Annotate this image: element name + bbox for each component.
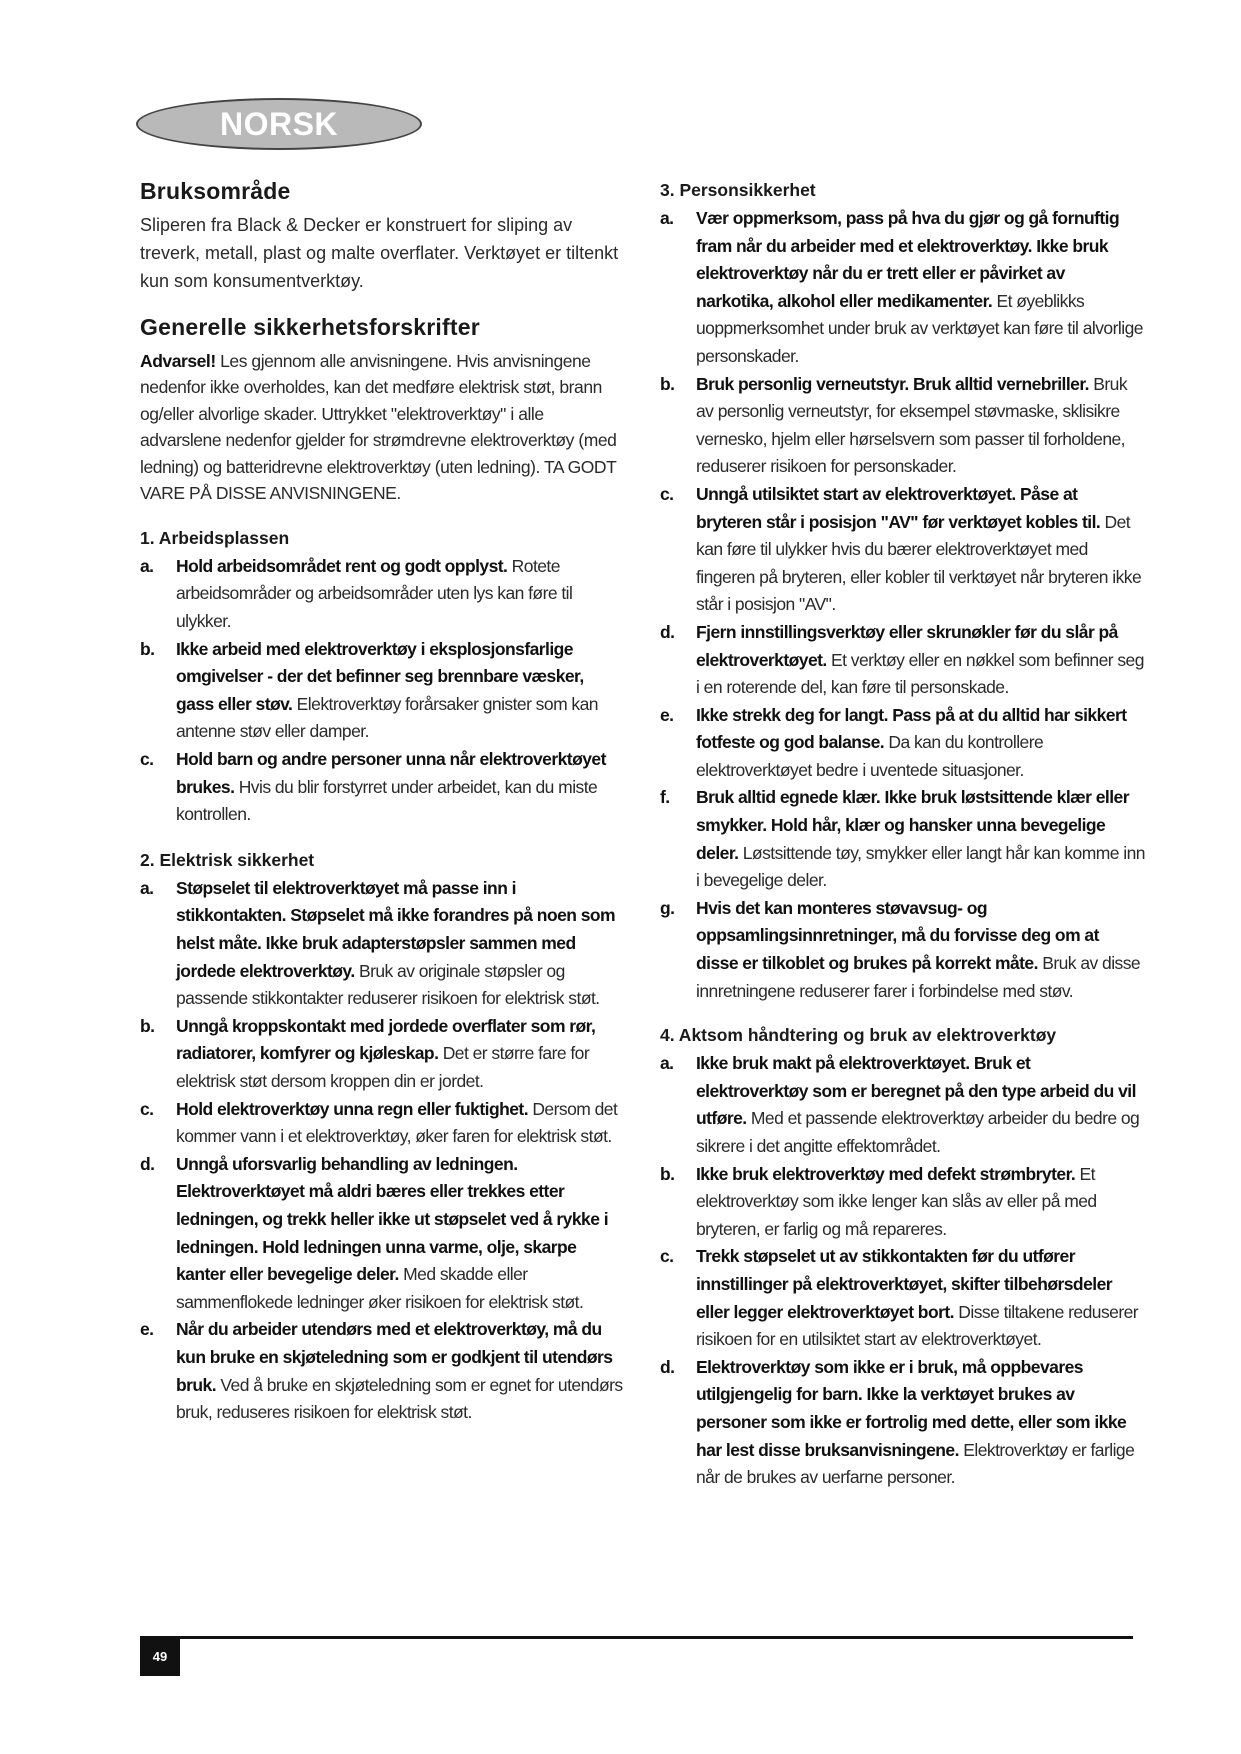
item-marker: c. (660, 483, 674, 504)
list-item (140, 1013, 625, 1096)
list-item (660, 1243, 1145, 1353)
item-bold-text: Hold barn og andre personer unna når elektroverktøyet brukes. (176, 749, 606, 797)
warning-text: Les gjennom alle anvisningene. Hvis anvisningene nedenfor ikke overholdes, kan det medføre elektrisk støt, brann og/eller alvorlige skader. Uttrykket "elektroverktøy" i alle advarslene nedenfor gjelder for strømdrevne elektroverktøy (med ledning) og batteridrevne elektroverktøy (uten ledning). TA GODT VARE PÅ DISSE ANVISNINGENE. (140, 350, 617, 504)
item-bold-text: Hvis det kan monteres støvavsug- og oppsamlingsinnretninger, må du forvisse deg om at disse er tilkoblet og brukes på korrekt måte. (696, 897, 1099, 974)
page-number: 49 (140, 1636, 180, 1676)
item-text: Hvis du blir forstyrret under arbeidet, kan du miste kontrollen. (176, 776, 598, 825)
item-text: Med skadde eller sammenflokede ledninger øker risikoen for elektrisk støt. (176, 1264, 584, 1312)
item-bold-text: Støpselet til elektroverktøyet må passe inn i stikkontakten. Støpselet må ikke forandres på noen som helst måte. Ikke bruk adapterstøpsler sammen med jordede elektroverktøy. (176, 877, 616, 981)
item-text: Da kan du kontrollere elektroverktøyet bedre i uventede situasjoner. (696, 732, 1044, 780)
item-marker: d. (660, 621, 675, 642)
item-bold-text: Når du arbeider utendørs med et elektroverktøy, må du kun bruke en skjøteledning som er godkjent til utendørs bruk. (176, 1319, 613, 1395)
item-marker: a. (140, 877, 154, 898)
item-bold-text: Vær oppmerksom, pass på hva du gjør og gå fornuftig fram når du arbeider med et elektroverktøy. Ikke bruk elektroverktøy når du er trett eller er påvirket av narkotika, alkohol eller medikamenter. (696, 208, 1120, 311)
item-bold-text: Unngå uforsvarlig behandling av ledningen. Elektroverktøyet må aldri bæres eller trekkes etter ledningen, og trekk heller ikke ut støpselet ved å rykke i ledningen. Hold ledningen unna varme, olje, skarpe kanter eller bevegelige deler. (176, 1153, 609, 1285)
item-bold-text: Bruk personlig verneutstyr. Bruk alltid vernebriller. (696, 373, 1089, 394)
section-title: 4. Aktsom håndtering og bruk av elektroverktøy (660, 1025, 1057, 1046)
item-bold-text: Hold elektroverktøy unna regn eller fuktighet. (176, 1098, 529, 1119)
item-text: Et øyeblikks uoppmerksomhet under bruk av verktøyet kan føre til alvorlige personskader. (696, 290, 1143, 366)
section-careful-handling (660, 1022, 1145, 1492)
item-marker: b. (660, 1163, 675, 1184)
list-item (660, 784, 1145, 894)
item-text: Rotete arbeidsområder og arbeidsområder uten lys kan føre til ulykker. (176, 555, 573, 632)
item-bold-text: Elektroverktøy som ikke er i bruk, må oppbevares utilgjengelig for barn. Ikke la verktøyet brukes av personer som ikke er fortrolig med dette, eller som ikke har lest disse bruksanvisningene. (696, 1356, 1127, 1460)
item-text: Bruk av originale støpsler og passende stikkontakter reduserer risikoen for elektrisk støt. (176, 960, 600, 1009)
list-item (140, 1096, 625, 1151)
list-item (660, 205, 1145, 371)
list-item (660, 371, 1145, 481)
item-marker: e. (660, 704, 674, 725)
item-marker: f. (660, 787, 670, 808)
list-item (660, 1161, 1145, 1244)
item-marker: d. (660, 1356, 675, 1377)
item-text: Løstsittende tøy, smykker eller langt hår kan komme inn i bevegelige deler. (696, 842, 1145, 891)
item-text: Det kan føre til ulykker hvis du bærer elektroverktøyet med fingeren på bryteren, eller kobler til verktøyet når bryteren ikke står i posisjon "AV". (696, 511, 1142, 615)
item-bold-text: Hold arbeidsområdet rent og godt opplyst. (176, 555, 508, 576)
item-marker: c. (140, 749, 154, 770)
warning-paragraph (140, 348, 625, 507)
safety-title: Generelle sikkerhetsforskrifter (140, 314, 480, 341)
list-item (660, 619, 1145, 702)
item-bold-text: Ikke bruk makt på elektroverktøyet. Bruk et elektroverktøy som er beregnet på den type arbeid du vil utføre. (696, 1053, 1136, 1129)
section-title: 2. Elektrisk sikkerhet (140, 849, 315, 870)
item-text: Med et passende elektroverktøy arbeider du bedre og sikrere i det angitte effektområdet. (696, 1108, 1140, 1156)
item-text: Elektroverktøy forårsaker gnister som kan antenne støv eller damper. (176, 693, 598, 742)
item-marker: b. (140, 1015, 155, 1036)
item-bold-text: Ikke arbeid med elektroverktøy i eksplosjonsfarlige omgivelser - der det befinner seg brennbare væsker, gass eller støv. (176, 638, 584, 714)
item-bold-text: Ikke bruk elektroverktøy med defekt strømbryter. (696, 1163, 1076, 1184)
item-text: Et verktøy eller en nøkkel som befinner seg i en roterende del, kan føre til personskade. (696, 649, 1144, 698)
item-marker: a. (140, 555, 154, 576)
item-text: Disse tiltakene reduserer risikoen for en utilsiktet start av elektroverktøyet. (696, 1301, 1139, 1350)
item-marker: a. (660, 208, 674, 228)
list-item (140, 1316, 625, 1426)
section-work-area (140, 525, 625, 829)
item-marker: e. (140, 1319, 154, 1340)
footer-rule (140, 1636, 1133, 1639)
language-badge (136, 98, 422, 150)
list-item (660, 1354, 1145, 1492)
item-text: Ved å bruke en skjøteledning som er egnet for utendørs bruk, reduseres risikoen for elektrisk støt. (176, 1374, 623, 1423)
usage-title: Bruksområde (140, 178, 291, 204)
item-bold-text: Trekk støpselet ut av stikkontakten før du utfører innstillinger på elektroverktøyet, skifter tilbehørsdeler eller legger elektroverktøyet bort. (696, 1246, 1113, 1322)
item-text: Bruk av personlig verneutstyr, for eksempel støvmaske, sklisikre vernesko, hjelm eller hørselsvern som passer til forholdene, reduserer risikoen for personskader. (696, 373, 1128, 477)
usage-text: Sliperen fra Black & Decker er konstruert for sliping av treverk, metall, plast og malte overflater. Verktøyet er tiltenkt kun som konsumentverktøy. (140, 215, 619, 292)
list-item (660, 702, 1145, 785)
list-item (140, 746, 625, 829)
warning-label: Advarsel! (140, 350, 216, 371)
item-marker: a. (660, 1053, 674, 1074)
section-title: 1. Arbeidsplassen (140, 527, 290, 548)
item-marker: g. (660, 897, 675, 918)
list-item (140, 875, 625, 1013)
item-marker: b. (660, 373, 675, 394)
item-bold-text: Unngå kroppskontakt med jordede overflater som rør, radiatorer, komfyrer og kjøleskap. (176, 1015, 596, 1064)
item-marker: c. (140, 1098, 154, 1119)
list-item (660, 481, 1145, 619)
item-bold-text: Fjern innstillingsverktøy eller skrunøkler før du slår på elektroverktøyet. (696, 621, 1118, 670)
item-bold-text: Bruk alltid egnede klær. Ikke bruk løstsittende klær eller smykker. Hold hår, klær og hansker unna bevegelige deler. (696, 787, 1129, 863)
list-item (660, 1050, 1145, 1160)
section-title: 3. Personsikkerhet (660, 180, 816, 200)
list-item (140, 636, 625, 746)
item-text: Dersom det kommer vann i et elektroverktøy, øker faren for elektrisk støt. (176, 1098, 618, 1147)
list-item (660, 895, 1145, 1005)
section-personal-safety (660, 177, 1145, 1005)
section-electrical-safety (140, 847, 625, 1427)
item-text: Elektroverktøy er farlige når de brukes av uerfarne personer. (696, 1439, 1135, 1488)
item-marker: b. (140, 638, 155, 659)
item-bold-text: Ikke strekk deg for langt. Pass på at du alltid har sikkert fotfeste og god balanse. (696, 704, 1127, 753)
item-marker: c. (660, 1246, 674, 1267)
item-text: Et elektroverktøy som ikke lenger kan slås av eller på med bryteren, er farlig og må repareres. (696, 1163, 1097, 1239)
item-text: Bruk av disse innretningene reduserer farer i forbindelse med støv. (696, 953, 1141, 1001)
item-marker: d. (140, 1153, 155, 1174)
item-bold-text: Unngå utilsiktet start av elektroverktøyet. Påse at bryteren står i posisjon "AV" før verktøyet kobles til. (696, 483, 1101, 532)
list-item (140, 1151, 625, 1317)
language-label: NORSK (219, 105, 339, 142)
item-text: Det er større fare for elektrisk støt dersom kroppen din er jordet. (176, 1043, 590, 1091)
right-column (660, 177, 1145, 1492)
left-column (140, 178, 625, 1427)
list-item (140, 553, 625, 636)
